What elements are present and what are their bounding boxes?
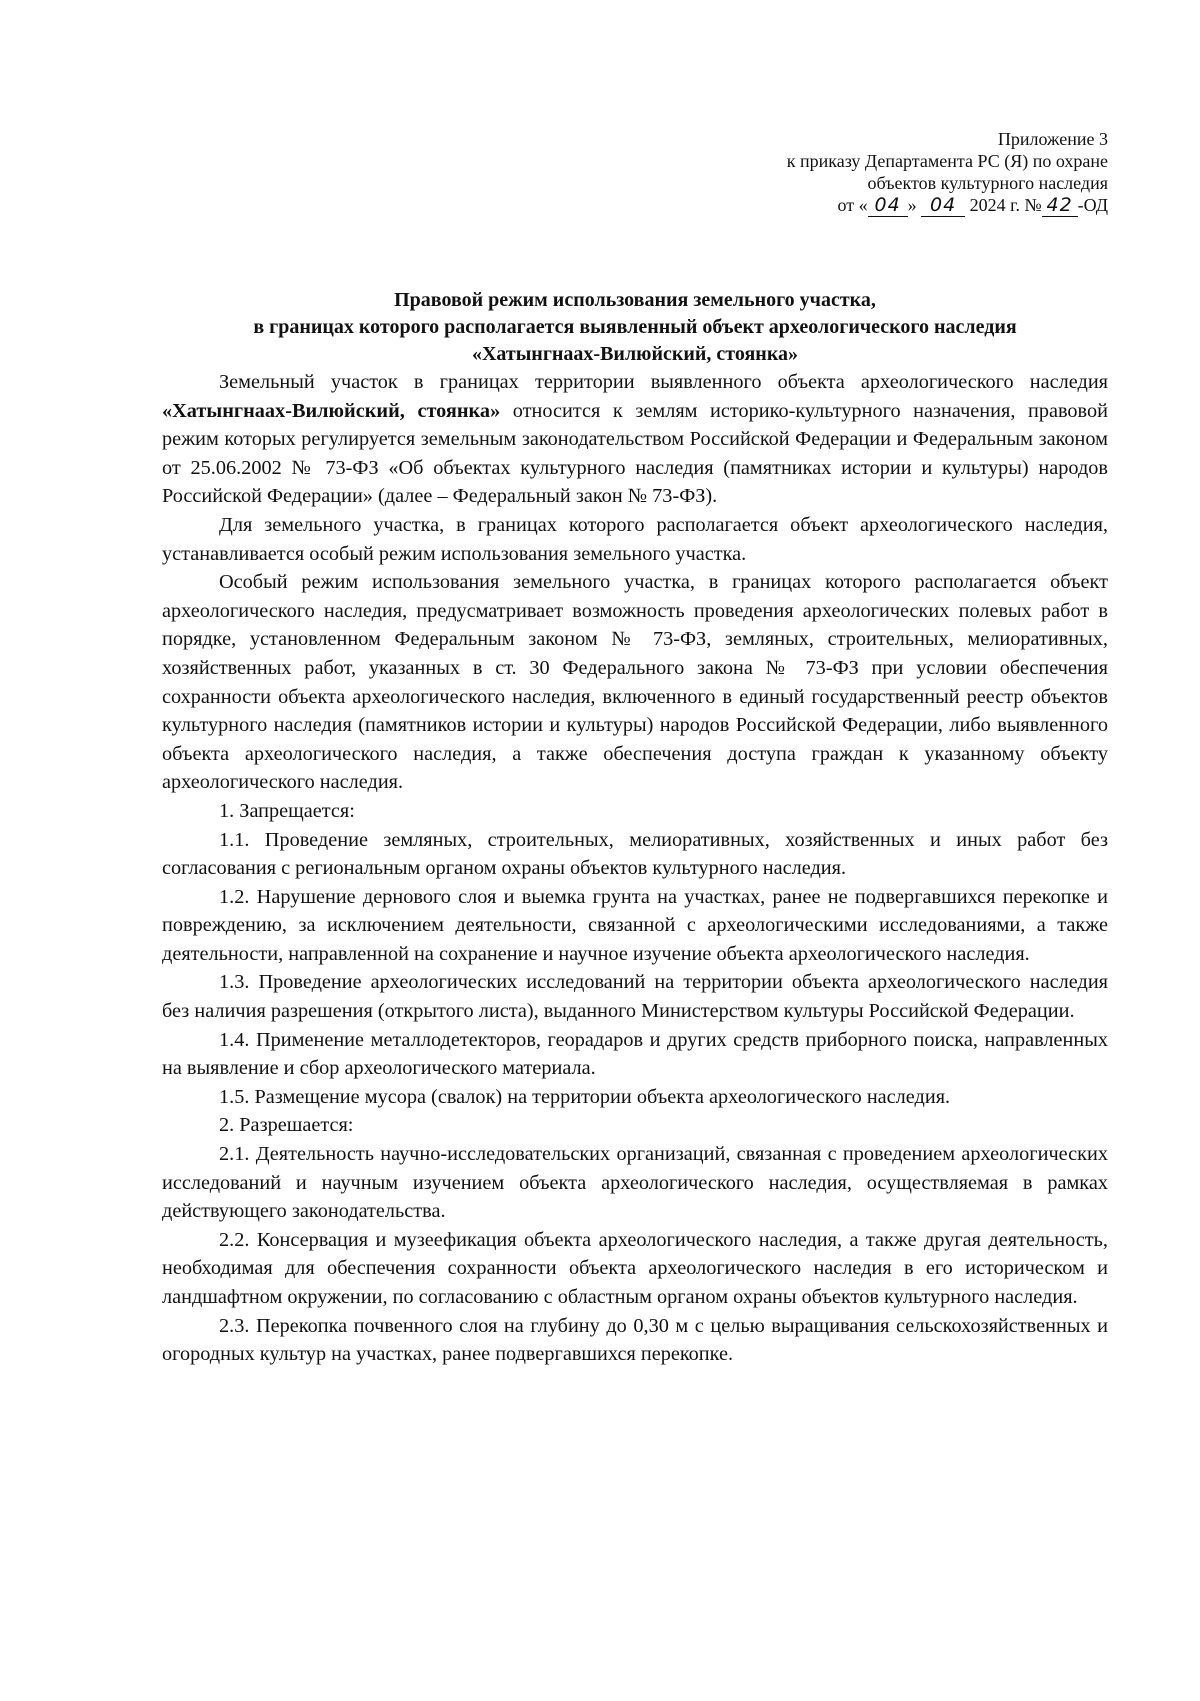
- title-line-3: «Хатынгнаах-Вилюйский, стоянка»: [471, 343, 799, 365]
- appendix-header: [162, 128, 1108, 217]
- permitted-item-2-2: 2.2. Консервация и музеефикация объекта археологического наследия, а также другая деятельность, необходимая для обеспечения сохранности объекта археологического наследия в его историческом и ландшафтном окружении, по согласованию с областным органом охраны объектов культурного наследия.: [162, 1228, 1108, 1308]
- title-line-2: в границах которого располагается выявленный объект археологического наследия: [253, 316, 1017, 338]
- appendix-date-line: [162, 194, 1108, 217]
- handwritten-number: 42: [1042, 194, 1078, 217]
- number-suffix: -ОД: [1077, 195, 1108, 215]
- intro-p1-start: Земельный участок в границах территории выявленного объекта археологического наследия: [219, 371, 1108, 393]
- date-mid: »: [907, 195, 917, 215]
- intro-paragraph-1: [162, 368, 1108, 511]
- prohibited-item-1-1: 1.1. Проведение земляных, строительных, мелиоративных, хозяйственных и иных работ без согласования с региональным органом охраны объектов культурного наследия.: [162, 828, 1108, 880]
- title-line-1: Правовой режим использования земельного участка,: [394, 289, 876, 311]
- intro-paragraph-2: Для земельного участка, в границах которого располагается объект археологического наследия, устанавливается особый режим использования земельного участка.: [162, 513, 1108, 565]
- document-body: [162, 368, 1108, 1369]
- document-title: [162, 287, 1108, 368]
- permitted-item-2-3: 2.3. Перекопка почвенного слоя на глубину до 0,30 м с целью выращивания сельскохозяйственных и огородных культур на участках, ранее подвергавшихся перекопке.: [162, 1314, 1108, 1366]
- document-page: [162, 128, 1108, 1369]
- permitted-heading: 2. Разрешается:: [219, 1114, 354, 1137]
- prohibited-item-1-4: 1.4. Применение металлодетекторов, георадаров и других средств приборного поиска, направленных на выявление и сбор археологического материала.: [162, 1028, 1108, 1080]
- prohibited-heading: 1. Запрещается:: [219, 799, 355, 822]
- intro-p1-end: относится к землям историко-культурного назначения, правовой режим которых регулируется земельным законодательством Российской Федерации и Федеральным законом от 25.06.2002 № 73-ФЗ «Об объектах культурного наследия (памятниках истории и культуры) народов Российской Федерации» (далее – Федеральный закон № 73-ФЗ).: [162, 399, 1108, 508]
- intro-paragraph-3: Особый режим использования земельного участка, в границах которого располагается объект археологического наследия, предусматривает возможность проведения археологических полевых работ в порядке, установленном Федеральным законом № 73-ФЗ, земляных, строительных, мелиоративных, хозяйственных работ, указанных в ст. 30 Федерального закона № 73-ФЗ при условии обеспечения сохранности объекта археологического наследия, включенного в единый государственный реестр объектов культурного наследия (памятников истории и культуры) народов Российской Федерации, либо выявленного объекта археологического наследия, а также обеспечения доступа граждан к указанному объекту археологического наследия.: [162, 571, 1108, 794]
- prohibited-item-1-2: 1.2. Нарушение дернового слоя и выемка грунта на участках, ранее не подвергавшихся перекопке и повреждению, за исключением деятельности, связанной с археологическими исследованиями, а также деятельности, направленной на сохранение и научное изучение объекта археологического наследия.: [162, 885, 1108, 965]
- appendix-department: объектов культурного наследия: [867, 173, 1108, 193]
- year-text: 2024 г. №: [969, 195, 1042, 215]
- date-prefix: от «: [837, 195, 868, 215]
- handwritten-day: 04: [868, 194, 908, 217]
- appendix-order-ref: к приказу Департамента РС (Я) по охране: [786, 151, 1108, 171]
- handwritten-month: 04: [921, 194, 965, 217]
- appendix-number: Приложение 3: [997, 129, 1108, 149]
- prohibited-item-1-3: 1.3. Проведение археологических исследований на территории объекта археологического наследия без наличия разрешения (открытого листа), выданного Министерством культуры Российской Федерации.: [162, 971, 1108, 1023]
- permitted-item-2-1: 2.1. Деятельность научно-исследовательских организаций, связанная с проведением археологических исследований и научным изучением объекта археологического наследия, осуществляемая в рамках действующего законодательства.: [162, 1143, 1108, 1223]
- object-name-bold: «Хатынгнаах-Вилюйский, стоянка»: [162, 399, 501, 422]
- prohibited-item-1-5: 1.5. Размещение мусора (свалок) на территории объекта археологического наследия.: [219, 1085, 951, 1108]
